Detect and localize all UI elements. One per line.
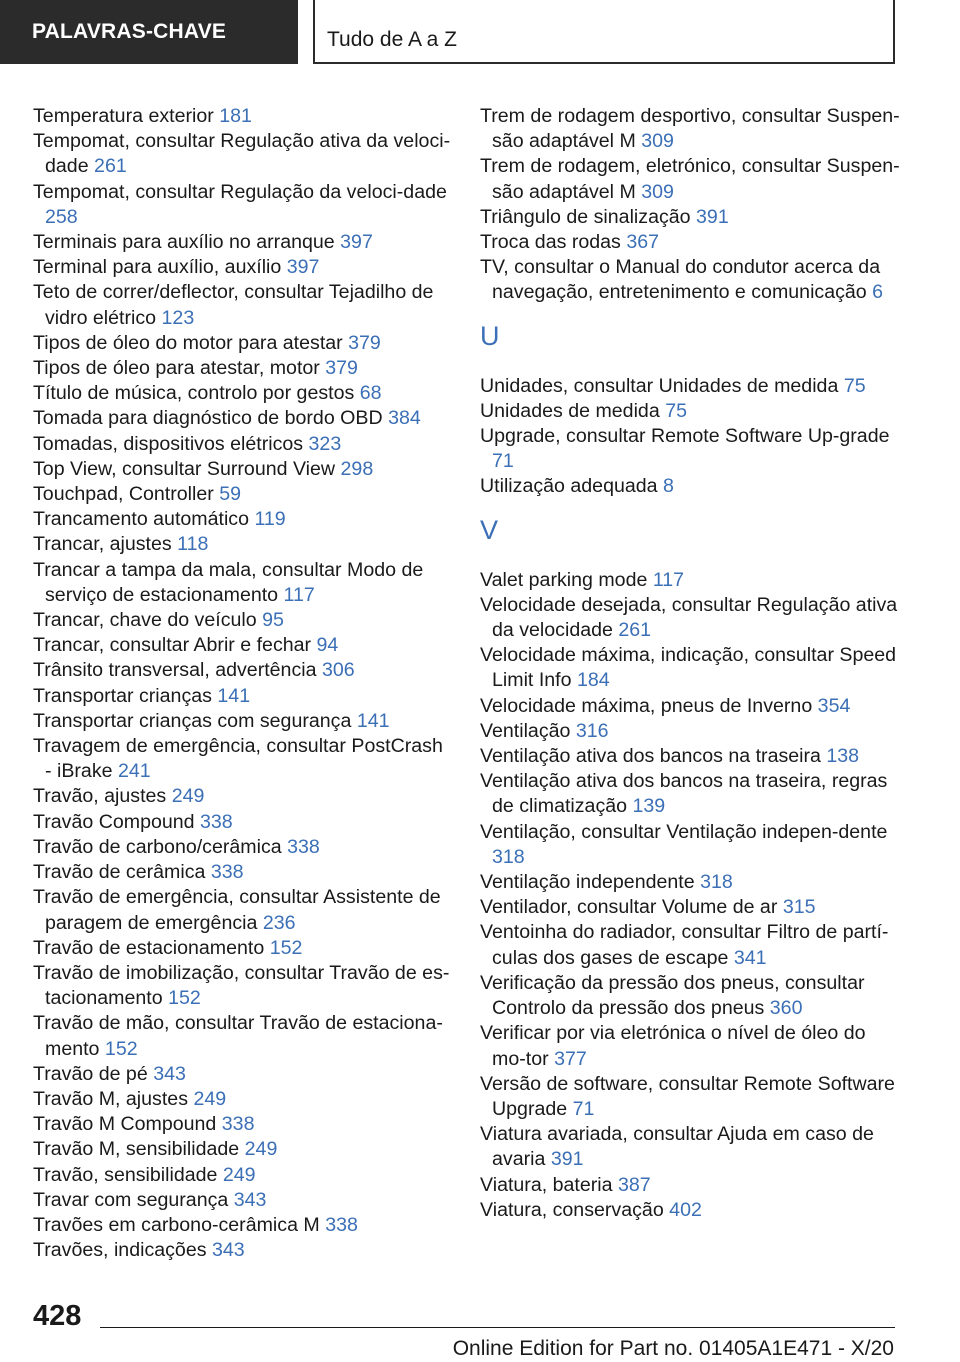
- page-reference-link[interactable]: 123: [161, 306, 195, 329]
- index-entry: Unidades de medida 75: [480, 399, 687, 422]
- footer-edition-text: Online Edition for Part no. 01405A1E471 - X/20: [452, 1337, 894, 1360]
- index-entry: TV, consultar o Manual do condutor acerca da navegação, entretenimento e comunicação 6: [480, 256, 884, 304]
- index-entry: Travagem de emergência, consultar PostCrash - iBrake 241: [33, 735, 443, 783]
- index-entry: Terminais para auxílio no arranque 397: [33, 231, 373, 254]
- page-reference-link[interactable]: 118: [177, 533, 209, 556]
- page-reference-link[interactable]: 387: [617, 1173, 651, 1196]
- page-reference-link[interactable]: 391: [550, 1148, 584, 1171]
- page-reference-link[interactable]: 75: [843, 374, 866, 397]
- page-reference-link[interactable]: 354: [817, 694, 851, 717]
- index-entry: Travão de estacionamento 152: [33, 936, 303, 959]
- page-reference-link[interactable]: 323: [308, 432, 342, 455]
- section-letter-v: V: [480, 514, 499, 545]
- page-reference-link[interactable]: 249: [171, 785, 205, 808]
- page-reference-link[interactable]: 75: [665, 399, 687, 422]
- index-entry: Tomadas, dispositivos elétricos 323: [33, 432, 342, 455]
- index-entry: Velocidade máxima, indicação, consultar Speed Limit Info 184: [480, 644, 897, 692]
- index-entry: Travão de emergência, consultar Assistente de paragem de emergência 236: [33, 886, 441, 934]
- page-reference-link[interactable]: 379: [348, 331, 381, 354]
- page-reference-link[interactable]: 318: [700, 871, 733, 894]
- page-title: Tudo de A a Z: [313, 0, 895, 64]
- page-reference-link[interactable]: 384: [388, 407, 421, 430]
- index-entry: Trancar, chave do veículo 95: [33, 609, 284, 632]
- index-entry: Temperatura exterior 181: [33, 105, 252, 127]
- index-entry: Touchpad, Controller 59: [33, 483, 242, 506]
- index-entry: Travões, indicações 343: [33, 1239, 245, 1262]
- index-entry: Travão de pé 343: [33, 1062, 186, 1085]
- page-reference-link[interactable]: 338: [221, 1113, 255, 1136]
- index-entry: Travão M Compound 338: [33, 1113, 255, 1136]
- index-entry: Travão de mão, consultar Travão de estaciona-mento 152: [33, 1012, 443, 1060]
- index-entry: Trem de rodagem desportivo, consultar Suspen-são adaptável M 309: [480, 105, 900, 153]
- section-tab: PALAVRAS-CHAVE: [0, 0, 298, 64]
- index-entry: Ventilação independente 318: [480, 871, 733, 894]
- index-entry: Travão, sensibilidade 249: [33, 1163, 256, 1186]
- page-reference-link[interactable]: 141: [356, 709, 390, 732]
- index-entry: Ventoinha do radiador, consultar Filtro de partí-culas dos gases de escape 341: [480, 921, 889, 969]
- page-reference-link[interactable]: 397: [286, 256, 320, 279]
- index-entry: Travão Compound 338: [33, 810, 233, 833]
- index-entry: Tomada para diagnóstico de bordo OBD 384: [33, 407, 421, 430]
- page-reference-link[interactable]: 343: [211, 1239, 245, 1262]
- page-reference-link[interactable]: 181: [219, 105, 252, 127]
- page-reference-link[interactable]: 338: [200, 810, 233, 833]
- index-entry: Ventilação 316: [480, 719, 609, 742]
- index-entry: Terminal para auxílio, auxílio 397: [33, 256, 320, 279]
- index-entry: Top View, consultar Surround View 298: [33, 457, 374, 480]
- page-reference-link[interactable]: 318: [492, 845, 525, 868]
- page-reference-link[interactable]: 261: [94, 155, 127, 178]
- index-entry: Tempomat, consultar Regulação da veloci-dade 258: [33, 180, 447, 228]
- section-letter-u: U: [480, 320, 500, 351]
- page-reference-link[interactable]: 249: [222, 1163, 256, 1186]
- index-entry: Viatura, bateria 387: [480, 1173, 651, 1196]
- index-entry: Travão M, ajustes 249: [33, 1087, 227, 1110]
- index-entry: Trancar a tampa da mala, consultar Modo de serviço de estacionamento 117: [33, 558, 424, 606]
- page-reference-link[interactable]: 138: [826, 745, 860, 768]
- index-entry: Transportar crianças com segurança 141: [33, 709, 390, 732]
- page-reference-link[interactable]: 377: [554, 1047, 587, 1070]
- index-entry: Trancar, consultar Abrir e fechar 94: [33, 634, 339, 657]
- page-reference-link[interactable]: 141: [217, 684, 251, 707]
- index-entry: Unidades, consultar Unidades de medida 75: [480, 374, 866, 397]
- index-entry: Trem de rodagem, eletrónico, consultar Suspen-são adaptável M 309: [480, 155, 900, 203]
- page-reference-link[interactable]: 397: [340, 231, 373, 254]
- page-reference-link[interactable]: 338: [287, 835, 320, 858]
- page-reference-link[interactable]: 341: [733, 946, 767, 969]
- page-reference-link[interactable]: 249: [244, 1138, 278, 1161]
- page-reference-link[interactable]: 152: [168, 987, 201, 1010]
- page-reference-link[interactable]: 59: [219, 483, 242, 506]
- page-reference-link[interactable]: 343: [233, 1188, 267, 1211]
- page-reference-link[interactable]: 338: [210, 861, 244, 884]
- page-reference-link[interactable]: 402: [669, 1198, 702, 1221]
- index-column-right: [480, 104, 900, 1223]
- index-entry: Velocidade desejada, consultar Regulação ativa da velocidade 261: [480, 593, 898, 642]
- index-entry: Trancar, ajustes 118: [33, 533, 209, 556]
- index-entry: Viatura, conservação 402: [480, 1198, 702, 1221]
- page-reference-link[interactable]: 184: [576, 669, 610, 692]
- page-reference-link[interactable]: 95: [262, 609, 284, 632]
- page-reference-link[interactable]: 298: [340, 457, 374, 480]
- index-entry: Trânsito transversal, advertência 306: [33, 659, 355, 682]
- page-reference-link[interactable]: 119: [254, 508, 286, 531]
- page-reference-link[interactable]: 360: [769, 997, 803, 1020]
- page-reference-link[interactable]: 258: [45, 205, 78, 228]
- index-entry: Troca das rodas 367: [480, 231, 660, 254]
- index-entry: Ventilador, consultar Volume de ar 315: [480, 896, 816, 919]
- index-entry: Ventilação ativa dos bancos na traseira, regras de climatização 139: [480, 770, 888, 818]
- index-entry: Travão de imobilização, consultar Travão de es-tacionamento 152: [33, 961, 450, 1010]
- page-reference-link[interactable]: 241: [117, 760, 151, 783]
- page-reference-link[interactable]: 249: [193, 1087, 227, 1110]
- page-reference-link[interactable]: 152: [104, 1037, 138, 1060]
- page-reference-link[interactable]: 315: [782, 896, 816, 919]
- index-entry: Valet parking mode 117: [480, 568, 685, 591]
- page-reference-link[interactable]: 236: [262, 911, 296, 934]
- page-reference-link[interactable]: 117: [652, 568, 685, 591]
- index-entry: Ventilação, consultar Ventilação indepen-dente 318: [480, 820, 888, 868]
- index-entry: Tempomat, consultar Regulação ativa da veloci-dade 261: [33, 130, 451, 178]
- index-entry: Tipos de óleo do motor para atestar 379: [33, 331, 381, 354]
- page-reference-link[interactable]: 306: [321, 659, 355, 682]
- page-reference-link[interactable]: 139: [632, 795, 666, 818]
- page-reference-link[interactable]: 391: [696, 205, 729, 228]
- page-number: 428: [33, 1300, 82, 1332]
- page-reference-link[interactable]: 343: [153, 1062, 186, 1085]
- page-reference-link[interactable]: 8: [663, 475, 674, 498]
- index-entry: Upgrade, consultar Remote Software Up-grade 71: [480, 425, 890, 473]
- index-entry: Ventilação ativa dos bancos na traseira 138: [480, 745, 860, 768]
- footer-divider: [100, 1327, 895, 1328]
- page-reference-link[interactable]: 338: [325, 1213, 358, 1236]
- index-entry: Tipos de óleo para atestar, motor 379: [33, 357, 358, 380]
- index-entry: Triângulo de sinalização 391: [480, 205, 729, 228]
- index-entry: Viatura avariada, consultar Ajuda em caso de avaria 391: [480, 1123, 874, 1171]
- index-entry: Velocidade máxima, pneus de Inverno 354: [480, 694, 851, 717]
- page-reference-link[interactable]: 316: [575, 719, 609, 742]
- page-reference-link[interactable]: 261: [618, 619, 652, 642]
- index-entry: Verificar por via eletrónica o nível de óleo do mo-tor 377: [480, 1022, 866, 1070]
- index-entry: Título de música, controlo por gestos 68: [33, 382, 382, 405]
- page-reference-link[interactable]: 309: [641, 130, 674, 153]
- index-entry: Utilização adequada 8: [480, 475, 674, 498]
- index-entry: Travão de carbono/cerâmica 338: [33, 835, 320, 858]
- page-reference-link[interactable]: 379: [325, 357, 358, 380]
- page-reference-link[interactable]: 71: [572, 1097, 595, 1120]
- index-entry: Travão de cerâmica 338: [33, 861, 244, 884]
- index-entry: Versão de software, consultar Remote Software Upgrade 71: [480, 1072, 895, 1120]
- index-column-left: [33, 104, 453, 1263]
- page-reference-link[interactable]: 6: [872, 281, 884, 304]
- page-reference-link[interactable]: 94: [316, 634, 339, 657]
- page-reference-link[interactable]: 117: [283, 583, 315, 606]
- page-reference-link[interactable]: 152: [269, 936, 303, 959]
- page-reference-link[interactable]: 367: [626, 231, 660, 254]
- index-entry: Travões em carbono-cerâmica M 338: [33, 1213, 358, 1236]
- page-reference-link[interactable]: 71: [492, 450, 514, 473]
- index-entry: Travar com segurança 343: [33, 1188, 267, 1211]
- index-entry: Travão M, sensibilidade 249: [33, 1138, 278, 1161]
- page-reference-link[interactable]: 68: [359, 382, 382, 405]
- page-reference-link[interactable]: 309: [641, 180, 674, 203]
- index-entry: Trancamento automático 119: [33, 508, 286, 531]
- index-entry: Teto de correr/deflector, consultar Tejadilho de vidro elétrico 123: [33, 281, 434, 329]
- index-entry: Travão, ajustes 249: [33, 785, 205, 808]
- index-entry: Verificação da pressão dos pneus, consultar Controlo da pressão dos pneus 360: [480, 971, 865, 1020]
- index-entry: Transportar crianças 141: [33, 684, 251, 707]
